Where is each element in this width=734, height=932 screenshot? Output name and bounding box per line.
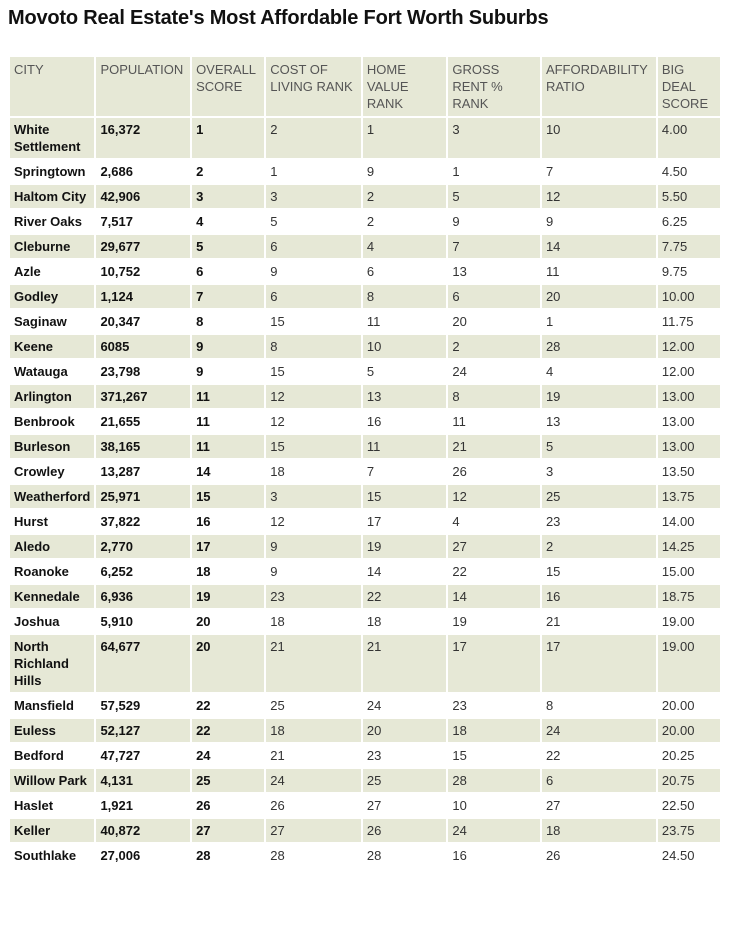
cell-cost-of-living-rank: 9: [270, 564, 278, 579]
cell-gross-rent-rank: 18: [448, 719, 540, 742]
cell-population: 6,936: [96, 585, 190, 608]
cell-city: Weatherford: [10, 485, 94, 508]
table-row: [10, 360, 720, 383]
cell-home-value-rank: 13: [363, 385, 446, 408]
cell-gross-rent-rank: 7: [448, 235, 540, 258]
cell-overall-score: 20: [196, 614, 211, 629]
cell-big-deal-score: 13.75: [658, 485, 720, 508]
cell-affordability-ratio: 21: [545, 614, 561, 629]
cell-overall-score: 22: [196, 698, 211, 713]
table-row: [10, 694, 720, 717]
cell-home-value-rank: 14: [366, 564, 382, 579]
cell-overall-score: 1: [192, 118, 264, 158]
cell-affordability-ratio: 12: [542, 185, 656, 208]
cell-city: Joshua: [14, 614, 60, 629]
cell-overall-score: 18: [196, 564, 211, 579]
cell-city: Haltom City: [10, 185, 94, 208]
cell-cost-of-living-rank: 12: [266, 385, 361, 408]
cell-gross-rent-rank: 17: [448, 635, 540, 692]
cell-home-value-rank: 26: [363, 819, 446, 842]
cell-city: Saginaw: [14, 314, 67, 329]
cell-overall-score: 16: [196, 514, 211, 529]
cell-big-deal-score: 7.75: [658, 235, 720, 258]
cell-cost-of-living-rank: 5: [270, 214, 278, 229]
cell-gross-rent-rank: 27: [448, 535, 540, 558]
cell-cost-of-living-rank: 21: [270, 748, 285, 763]
cell-population: 2,686: [100, 164, 133, 179]
table-row: [10, 160, 720, 183]
cell-city: Roanoke: [14, 564, 69, 579]
cell-overall-score: 20: [192, 635, 264, 692]
cell-big-deal-score: 6.25: [661, 214, 688, 229]
cell-cost-of-living-rank: 28: [270, 848, 285, 863]
column-header-population: POPULATION: [96, 57, 190, 116]
cell-cost-of-living-rank: 21: [266, 635, 361, 692]
cell-affordability-ratio: 20: [542, 285, 656, 308]
cell-city: Southlake: [14, 848, 77, 863]
cell-home-value-rank: 19: [363, 535, 446, 558]
cell-overall-score: 7: [192, 285, 264, 308]
table-row: [10, 819, 720, 842]
table-row: [10, 560, 720, 583]
cell-big-deal-score: 23.75: [658, 819, 720, 842]
cell-big-deal-score: 14.25: [658, 535, 720, 558]
cell-big-deal-score: 14.00: [661, 514, 695, 529]
cell-big-deal-score: 24.50: [661, 848, 695, 863]
cell-gross-rent-rank: 2: [448, 335, 540, 358]
cell-overall-score: 3: [192, 185, 264, 208]
cell-city: Springtown: [14, 164, 86, 179]
table-row: [10, 510, 720, 533]
cell-big-deal-score: 13.00: [658, 385, 720, 408]
cell-city: Willow Park: [10, 769, 94, 792]
cell-affordability-ratio: 2: [542, 535, 656, 558]
cell-affordability-ratio: 10: [542, 118, 656, 158]
table-row: [10, 385, 720, 408]
table-body: [10, 118, 720, 867]
cell-big-deal-score: 12.00: [661, 364, 695, 379]
cell-home-value-rank: 28: [366, 848, 382, 863]
cell-big-deal-score: 19.00: [658, 635, 720, 692]
cell-affordability-ratio: 11: [545, 264, 560, 279]
cell-gross-rent-rank: 24: [448, 819, 540, 842]
table-row: [10, 794, 720, 817]
cell-affordability-ratio: 13: [545, 414, 561, 429]
table-row: [10, 585, 720, 608]
cell-big-deal-score: 13.00: [658, 435, 720, 458]
cell-cost-of-living-rank: 24: [266, 769, 361, 792]
cell-population: 6085: [96, 335, 190, 358]
cell-gross-rent-rank: 4: [452, 514, 460, 529]
cell-population: 5,910: [100, 614, 133, 629]
table-row: [10, 260, 720, 283]
cell-city: Keller: [10, 819, 94, 842]
cell-cost-of-living-rank: 6: [266, 235, 361, 258]
cell-population: 16,372: [96, 118, 190, 158]
table-row: [10, 535, 720, 558]
cell-city: Haslet: [14, 798, 54, 813]
cell-home-value-rank: 24: [366, 698, 382, 713]
cell-city: Cleburne: [10, 235, 94, 258]
cell-city: River Oaks: [14, 214, 82, 229]
cell-affordability-ratio: 22: [545, 748, 561, 763]
cell-home-value-rank: 16: [366, 414, 382, 429]
cell-overall-score: 9: [192, 335, 264, 358]
cell-big-deal-score: 20.00: [661, 698, 695, 713]
table-row: [10, 410, 720, 433]
cell-home-value-rank: 7: [366, 464, 375, 479]
cell-city: Aledo: [10, 535, 94, 558]
cell-cost-of-living-rank: 23: [266, 585, 361, 608]
cell-cost-of-living-rank: 12: [270, 514, 285, 529]
cell-population: 1,124: [96, 285, 190, 308]
cell-gross-rent-rank: 12: [448, 485, 540, 508]
cell-population: 47,727: [100, 748, 141, 763]
column-header-city: CITY: [10, 57, 94, 116]
cell-gross-rent-rank: 10: [452, 798, 467, 813]
cell-affordability-ratio: 27: [545, 798, 561, 813]
cell-gross-rent-rank: 28: [448, 769, 540, 792]
cell-big-deal-score: 19.00: [661, 614, 695, 629]
cell-big-deal-score: 4.50: [661, 164, 688, 179]
cell-gross-rent-rank: 16: [452, 848, 467, 863]
cell-home-value-rank: 11: [363, 435, 446, 458]
cell-population: 52,127: [96, 719, 190, 742]
suburbs-table: [8, 55, 722, 869]
cell-home-value-rank: 20: [363, 719, 446, 742]
cell-affordability-ratio: 24: [542, 719, 656, 742]
column-header-big-deal-score: BIG DEAL SCORE: [658, 57, 720, 116]
cell-affordability-ratio: 8: [545, 698, 554, 713]
cell-home-value-rank: 5: [366, 364, 375, 379]
cell-affordability-ratio: 3: [545, 464, 554, 479]
cell-overall-score: 27: [192, 819, 264, 842]
table-row: [10, 485, 720, 508]
cell-cost-of-living-rank: 9: [266, 535, 361, 558]
column-header-cost-of-living-rank: COST OF LIVING RANK: [266, 57, 361, 116]
cell-overall-score: 2: [196, 164, 204, 179]
table-row: [10, 310, 720, 333]
cell-big-deal-score: 15.00: [661, 564, 695, 579]
cell-cost-of-living-rank: 1: [270, 164, 278, 179]
cell-affordability-ratio: 6: [542, 769, 656, 792]
cell-affordability-ratio: 16: [542, 585, 656, 608]
cell-affordability-ratio: 26: [545, 848, 561, 863]
cell-city: Hurst: [14, 514, 48, 529]
cell-home-value-rank: 10: [363, 335, 446, 358]
cell-home-value-rank: 8: [363, 285, 446, 308]
cell-home-value-rank: 11: [366, 314, 381, 329]
table-row: [10, 285, 720, 308]
cell-gross-rent-rank: 20: [452, 314, 467, 329]
cell-big-deal-score: 20.00: [658, 719, 720, 742]
cell-city: North Richland Hills: [10, 635, 94, 692]
cell-cost-of-living-rank: 18: [266, 719, 361, 742]
cell-population: 23,798: [100, 364, 141, 379]
cell-population: 2,770: [96, 535, 190, 558]
cell-home-value-rank: 18: [366, 614, 382, 629]
cell-population: 38,165: [96, 435, 190, 458]
cell-city: Azle: [14, 264, 41, 279]
cell-big-deal-score: 11.75: [661, 314, 694, 329]
cell-home-value-rank: 1: [363, 118, 446, 158]
cell-population: 29,677: [96, 235, 190, 258]
cell-gross-rent-rank: 11: [452, 414, 466, 429]
cell-population: 7,517: [100, 214, 133, 229]
cell-overall-score: 11: [196, 414, 210, 429]
cell-affordability-ratio: 15: [545, 564, 561, 579]
cell-overall-score: 6: [196, 264, 204, 279]
table-row: [10, 460, 720, 483]
cell-big-deal-score: 20.75: [658, 769, 720, 792]
cell-home-value-rank: 17: [366, 514, 382, 529]
cell-home-value-rank: 4: [363, 235, 446, 258]
cell-cost-of-living-rank: 25: [270, 698, 285, 713]
cell-home-value-rank: 25: [363, 769, 446, 792]
cell-city: Benbrook: [14, 414, 75, 429]
cell-population: 37,822: [100, 514, 141, 529]
column-header-gross-rent-rank: GROSS RENT % RANK: [448, 57, 540, 116]
column-header-home-value-rank: HOME VALUE RANK: [363, 57, 446, 116]
header-row: [10, 57, 720, 116]
cell-overall-score: 22: [192, 719, 264, 742]
cell-city: Keene: [10, 335, 94, 358]
cell-big-deal-score: 5.50: [658, 185, 720, 208]
cell-affordability-ratio: 19: [542, 385, 656, 408]
cell-population: 10,752: [100, 264, 141, 279]
table-row: [10, 185, 720, 208]
cell-cost-of-living-rank: 12: [270, 414, 285, 429]
cell-population: 20,347: [100, 314, 141, 329]
page-title: Movoto Real Estate's Most Affordable Fort Worth Suburbs: [8, 7, 549, 29]
cell-population: 371,267: [96, 385, 190, 408]
cell-cost-of-living-rank: 8: [266, 335, 361, 358]
table-row: [10, 610, 720, 633]
cell-overall-score: 11: [192, 385, 264, 408]
cell-cost-of-living-rank: 15: [270, 364, 285, 379]
cell-cost-of-living-rank: 15: [266, 435, 361, 458]
cell-affordability-ratio: 9: [545, 214, 554, 229]
cell-gross-rent-rank: 26: [452, 464, 467, 479]
cell-cost-of-living-rank: 26: [270, 798, 285, 813]
cell-big-deal-score: 13.00: [661, 414, 695, 429]
cell-city: Godley: [10, 285, 94, 308]
cell-population: 42,906: [96, 185, 190, 208]
cell-big-deal-score: 22.50: [661, 798, 695, 813]
cell-gross-rent-rank: 1: [452, 164, 460, 179]
cell-overall-score: 15: [192, 485, 264, 508]
cell-city: White Settlement: [10, 118, 94, 158]
cell-affordability-ratio: 17: [542, 635, 656, 692]
cell-home-value-rank: 9: [366, 164, 375, 179]
cell-home-value-rank: 27: [366, 798, 382, 813]
cell-overall-score: 25: [192, 769, 264, 792]
cell-population: 40,872: [96, 819, 190, 842]
cell-home-value-rank: 23: [366, 748, 382, 763]
cell-population: 21,655: [100, 414, 141, 429]
cell-overall-score: 24: [196, 748, 211, 763]
cell-home-value-rank: 2: [363, 185, 446, 208]
cell-gross-rent-rank: 8: [448, 385, 540, 408]
cell-city: Kennedale: [10, 585, 94, 608]
cell-population: 6,252: [100, 564, 133, 579]
cell-home-value-rank: 6: [366, 264, 375, 279]
cell-gross-rent-rank: 22: [452, 564, 467, 579]
column-header-overall-score: OVERALL SCORE: [192, 57, 264, 116]
cell-home-value-rank: 2: [366, 214, 375, 229]
cell-affordability-ratio: 23: [545, 514, 561, 529]
cell-population: 25,971: [96, 485, 190, 508]
cell-gross-rent-rank: 6: [448, 285, 540, 308]
cell-affordability-ratio: 5: [542, 435, 656, 458]
cell-big-deal-score: 13.50: [661, 464, 695, 479]
cell-population: 13,287: [100, 464, 141, 479]
cell-city: Arlington: [10, 385, 94, 408]
cell-overall-score: 11: [192, 435, 264, 458]
cell-city: Bedford: [14, 748, 64, 763]
column-header-affordability-ratio: AFFORDABILITY RATIO: [542, 57, 656, 116]
table-row: [10, 210, 720, 233]
cell-home-value-rank: 15: [363, 485, 446, 508]
cell-affordability-ratio: 25: [542, 485, 656, 508]
cell-cost-of-living-rank: 18: [270, 464, 285, 479]
cell-overall-score: 14: [196, 464, 211, 479]
cell-cost-of-living-rank: 3: [266, 185, 361, 208]
cell-affordability-ratio: 1: [545, 314, 554, 329]
cell-gross-rent-rank: 15: [452, 748, 467, 763]
cell-gross-rent-rank: 14: [448, 585, 540, 608]
cell-affordability-ratio: 18: [542, 819, 656, 842]
cell-gross-rent-rank: 24: [452, 364, 467, 379]
cell-big-deal-score: 12.00: [658, 335, 720, 358]
cell-affordability-ratio: 7: [545, 164, 554, 179]
table-row: [10, 635, 720, 692]
cell-big-deal-score: 9.75: [661, 264, 688, 279]
table-row: [10, 844, 720, 867]
cell-population: 64,677: [96, 635, 190, 692]
cell-cost-of-living-rank: 3: [266, 485, 361, 508]
cell-overall-score: 28: [196, 848, 211, 863]
cell-home-value-rank: 21: [363, 635, 446, 692]
cell-overall-score: 17: [192, 535, 264, 558]
cell-cost-of-living-rank: 9: [270, 264, 278, 279]
cell-population: 4,131: [96, 769, 190, 792]
cell-city: Burleson: [10, 435, 94, 458]
cell-population: 57,529: [100, 698, 141, 713]
table-row: [10, 235, 720, 258]
cell-cost-of-living-rank: 15: [270, 314, 285, 329]
cell-overall-score: 8: [196, 314, 204, 329]
cell-overall-score: 5: [192, 235, 264, 258]
cell-big-deal-score: 20.25: [661, 748, 695, 763]
cell-big-deal-score: 10.00: [658, 285, 720, 308]
cell-city: Watauga: [14, 364, 68, 379]
cell-affordability-ratio: 28: [542, 335, 656, 358]
cell-affordability-ratio: 4: [545, 364, 554, 379]
cell-gross-rent-rank: 23: [452, 698, 467, 713]
cell-city: Crowley: [14, 464, 65, 479]
table-row: [10, 435, 720, 458]
cell-overall-score: 26: [196, 798, 211, 813]
cell-cost-of-living-rank: 2: [266, 118, 361, 158]
cell-gross-rent-rank: 9: [452, 214, 460, 229]
table-row: [10, 719, 720, 742]
table-row: [10, 335, 720, 358]
cell-big-deal-score: 4.00: [658, 118, 720, 158]
cell-overall-score: 9: [196, 364, 204, 379]
cell-overall-score: 4: [196, 214, 204, 229]
cell-gross-rent-rank: 5: [448, 185, 540, 208]
cell-cost-of-living-rank: 27: [266, 819, 361, 842]
cell-cost-of-living-rank: 6: [266, 285, 361, 308]
cell-population: 27,006: [100, 848, 141, 863]
cell-gross-rent-rank: 19: [452, 614, 467, 629]
cell-city: Mansfield: [14, 698, 74, 713]
cell-gross-rent-rank: 3: [448, 118, 540, 158]
table-row: [10, 769, 720, 792]
cell-home-value-rank: 22: [363, 585, 446, 608]
cell-gross-rent-rank: 21: [448, 435, 540, 458]
cell-city: Euless: [10, 719, 94, 742]
cell-gross-rent-rank: 13: [452, 264, 467, 279]
cell-cost-of-living-rank: 18: [270, 614, 285, 629]
cell-overall-score: 19: [192, 585, 264, 608]
table-row: [10, 118, 720, 158]
table-row: [10, 744, 720, 767]
cell-big-deal-score: 18.75: [658, 585, 720, 608]
cell-population: 1,921: [100, 798, 133, 813]
cell-affordability-ratio: 14: [542, 235, 656, 258]
